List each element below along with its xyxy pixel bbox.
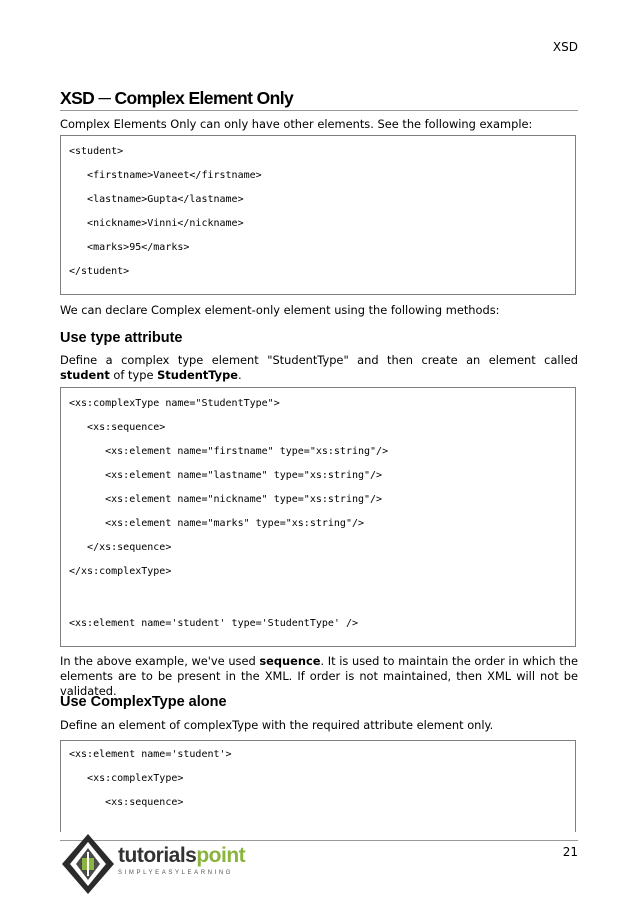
logo-diamond-icon [60, 832, 116, 896]
paragraph-text: Define a complex type element "StudentType" and then create an element called [60, 353, 578, 367]
code-line: <xs:element name="firstname" type="xs:string"/> [69, 446, 389, 457]
code-block-student [60, 135, 576, 295]
code-block-element-student [60, 740, 576, 832]
code-line: <xs:sequence> [69, 422, 166, 433]
code-line: <nickname>Vinni</nickname> [69, 218, 244, 229]
section-heading-complextype-alone: Use ComplexType alone [60, 694, 227, 710]
section-heading-type-attribute: Use type attribute [60, 330, 183, 346]
paragraph-text: . [238, 368, 242, 382]
paragraph-text: of type [109, 368, 158, 382]
sequence-paragraph [60, 654, 578, 699]
code-line: <marks>95</marks> [69, 242, 190, 253]
code-line: <xs:element name="lastname" type="xs:string"/> [69, 470, 383, 481]
code-line: </xs:complexType> [69, 566, 172, 577]
code-line: <xs:element name='student'> [69, 749, 232, 760]
code-line: <xs:element name="marks" type="xs:string"/> [69, 518, 365, 529]
code-line: </student> [69, 266, 130, 277]
logo-tagline: SIMPLYEASYLEARNING [118, 870, 234, 876]
bold-term-student: student [60, 368, 110, 382]
logo-text-main: tutorials [118, 844, 197, 867]
code-line: <xs:element name='student' type='StudentType' /> [69, 618, 358, 629]
code-line: <student> [69, 146, 124, 157]
tutorialspoint-logo [60, 830, 260, 900]
logo-wordmark [118, 844, 245, 868]
type-attribute-paragraph [60, 353, 578, 383]
methods-paragraph: We can declare Complex element-only element using the following methods: [60, 303, 500, 317]
complextype-alone-paragraph: Define an element of complexType with the required attribute element only. [60, 718, 494, 732]
page-title: XSD ─ Complex Element Only [60, 88, 578, 111]
bold-term-studenttype: StudentType [157, 368, 238, 382]
code-line: <xs:element name="nickname" type="xs:string"/> [69, 494, 383, 505]
paragraph-text: . It is used to maintain the order in which the elements are to be present in the XML. If order is not maintained, then XML will not be validated. [60, 654, 578, 698]
header-label: XSD [552, 40, 578, 54]
code-line: <xs:complexType name="StudentType"> [69, 398, 280, 409]
code-line: </xs:sequence> [69, 542, 172, 553]
code-line: <xs:sequence> [69, 797, 184, 808]
page-number: 21 [562, 845, 578, 859]
paragraph-text: In the above example, we've used [60, 654, 260, 668]
intro-paragraph: Complex Elements Only can only have other elements. See the following example: [60, 117, 533, 131]
bold-term-sequence: sequence [259, 654, 321, 668]
code-line: <firstname>Vaneet</firstname> [69, 170, 262, 181]
code-block-complextype [60, 387, 576, 647]
code-line: <xs:complexType> [69, 773, 184, 784]
code-line: <lastname>Gupta</lastname> [69, 194, 244, 205]
logo-text-accent: point [196, 844, 246, 867]
